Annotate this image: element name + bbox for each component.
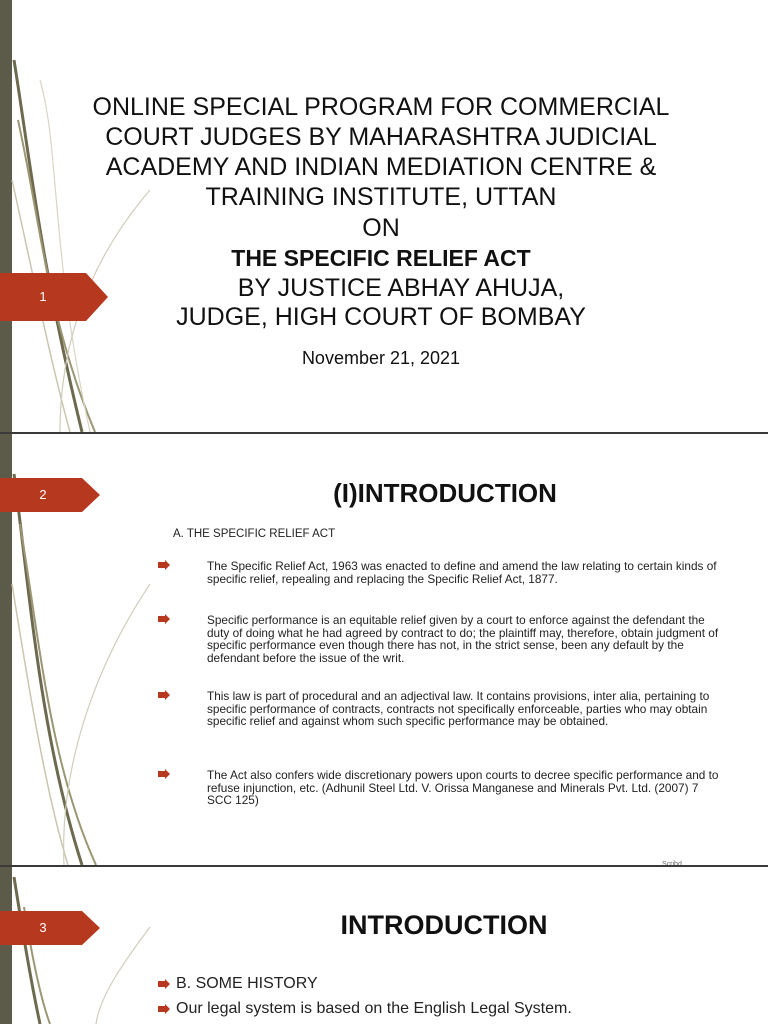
footer-watermark: Scribd: [662, 861, 682, 865]
slide-title: INTRODUCTION: [340, 910, 548, 940]
slide-number: 3: [39, 920, 47, 935]
author-line: JUDGE, HIGH COURT OF BOMBAY: [176, 303, 586, 331]
title-line: COURT JUDGES BY MAHARASHTRA JUDICIAL: [105, 123, 657, 151]
presentation-date: November 21, 2021: [301, 348, 461, 368]
section-heading: A. THE SPECIFIC RELIEF ACT: [173, 528, 336, 540]
slide-number: 1: [39, 289, 47, 304]
slide-2: 2 (I)INTRODUCTION A. THE SPECIFIC RELIEF ACT The Specific Relief Act, 1963 was enacted to define and amend the law relating to certain kinds of specific relief, repealing and replacing the Specific Relief Act, 1877. Specific performance is an equitable relief given by a court to enforce against the defendant the duty of doing what he had agreed by contract to do; the plaintiff may, therefore, obtain judgment of specific performance even though there has not, in the strict sense, been any default by the defendant before the issue of the writ. This law is part of procedural and an adjectival law. It contains provisions, inter alia, pertaining to specific performance of contracts, contracts not specifically enforceable, parties who may obtain specific relief and against whom such specific performance may be obtained. The Act also confers wide discretionary powers upon courts to decree specific performance and to refuse injunction, etc. (Adhunil Steel Ltd. V. Orissa Manganese and Minerals Pvt. Ltd. (2007) 7 SCC 125) Scribd: [0, 434, 768, 865]
slide-number-badge: [0, 478, 108, 512]
arrow-bullet-icon: [158, 1004, 170, 1014]
arrow-bullet-icon: [158, 690, 170, 700]
slide-number: 2: [39, 487, 47, 502]
arrow-bullet-icon: [158, 979, 170, 989]
slide-left-bar: [0, 0, 12, 432]
slide-3: 3 INTRODUCTION B. SOME HISTORY Our legal system is based on the English Legal System.: [0, 867, 768, 1024]
arrow-bullet-icon: [158, 769, 170, 779]
title-line: ONLINE SPECIAL PROGRAM FOR COMMERCIAL: [92, 93, 670, 121]
slide-1: [0, 0, 768, 432]
title-line: ON: [362, 214, 400, 242]
arrow-bullet-icon: [158, 614, 170, 624]
title-line: TRAINING INSTITUTE, UTTAN: [205, 183, 557, 211]
subject-title: THE SPECIFIC RELIEF ACT: [231, 245, 531, 271]
author-line: BY JUSTICE ABHAY AHUJA,: [237, 274, 565, 302]
slide-left-bar: [0, 867, 12, 1024]
decorative-swoosh: [0, 867, 160, 1024]
title-line: ACADEMY AND INDIAN MEDIATION CENTRE &: [105, 153, 657, 181]
slide-number-badge: [0, 911, 108, 945]
slide-title: (I)INTRODUCTION: [333, 478, 557, 508]
arrow-bullet-icon: [158, 560, 170, 570]
